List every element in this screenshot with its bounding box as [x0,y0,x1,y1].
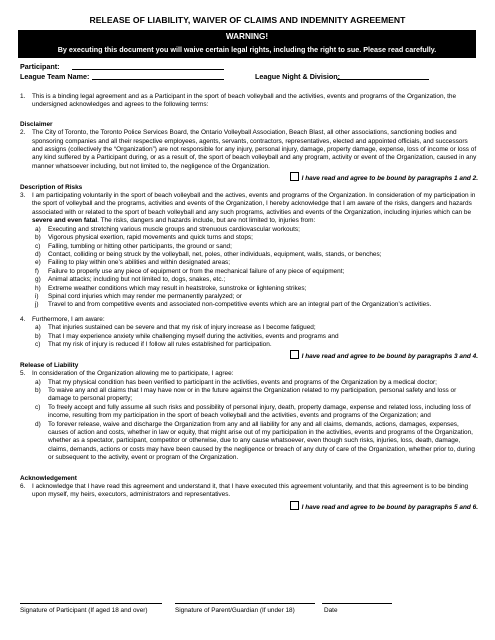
paragraph-text: In consideration of the Organization allowing me to participate, I agree: [32,370,234,378]
item-letter: h) [35,284,41,292]
item-text: Contact, colliding or being struck by the volleyball, net, poles, other individuals, equipment, walls, stands, or benches; [48,250,382,258]
date-label: Date [324,607,338,614]
item-letter: a) [35,225,41,233]
paragraph-number: 3. [20,192,26,200]
item-letter: i) [35,292,39,300]
risks-heading: Description of Risks [20,183,83,191]
warning-heading: WARNING! [225,32,269,41]
paragraph-5 [20,370,478,378]
paragraph-number: 1. [20,93,26,100]
item-text: Failure to properly use any piece of equipment or from the mechanical failure of any piece of equipment; [48,267,345,275]
paragraph-text: This is a binding legal agreement and as a Participant in the sport of beach volleyball and the activities, events and programs of the Organization, the undersigned acknowledges and agrees to the following terms: [32,93,457,109]
item-letter: a) [35,324,41,332]
acknowledge-5-6-checkbox[interactable] [290,501,299,510]
list-item [32,259,478,267]
acknowledgement-heading: Acknowledgement [20,474,77,482]
paragraph-6 [20,483,478,500]
list-item [32,293,478,301]
risk-list [20,226,478,310]
item-letter: b) [35,234,41,242]
item-letter: f) [35,267,39,275]
participant-signature-label: Signature of Participant (If aged 18 and over) [20,607,148,614]
list-item [32,234,478,242]
item-letter: c) [35,403,41,411]
paragraph-text-cont: . The risks, dangers and hazards include, but are not limited to, injuries from: [97,217,316,225]
list-item [32,251,478,259]
item-text: That my physical condition has been verified to participant in the activities, events and programs of the Organization by a medical doctor; [48,378,437,386]
release-list [20,379,478,463]
item-letter: e) [35,259,41,267]
acknowledge-3-4-label: I have read and agree to be bound by paragraphs 3 and 4. [301,353,478,361]
paragraph-number: 6. [20,483,26,491]
list-item [32,226,478,234]
acknowledge-1-2-checkbox[interactable] [290,172,299,181]
item-letter: g) [35,276,41,284]
paragraph-text: The City of Toronto, the Toronto Police Services Board, the Ontario Volleyball Association, Beach Blast, all other associations, sanctioning bodies and sponsoring companies and all their respective employees, agents, servants, contractors, representatives, elected and appointed officials, and successors and assigns (collectively the “Organization”) are not responsible for any injury, personal injury, damage, property damage, expense, loss of income or loss of any kind suffered by a Participant during, or as a result of, the sport of beach volleyball and any program, activity or event of the Organization, caused in any manner whatsoever including, but not limited to, the negligence of the Organization. [32,129,477,170]
item-letter: a) [35,378,41,386]
acknowledge-1-2-label: I have read and agree to be bound by paragraphs 1 and 2. [301,175,478,183]
item-letter: c) [35,340,41,348]
list-item [32,379,478,387]
acknowledge-3-4 [20,350,478,361]
awareness-list [20,324,478,349]
paragraph-2 [20,129,478,171]
date-line[interactable] [322,603,392,604]
item-text: Executing and stretching various muscle groups and strenuous cardiovascular workouts; [48,225,300,233]
item-text: Extreme weather conditions which may result in heatstroke, sunstroke or lightening strikes; [48,284,307,292]
participant-signature-line[interactable] [20,603,162,604]
item-text: Vigorous physical exertion, rapid movements and quick turns and stops; [48,234,253,242]
paragraph-text: Furthermore, I am aware: [32,315,105,323]
item-text: Falling, tumbling or hitting other participants, the ground or sand; [48,242,232,250]
paragraph-text: I acknowledge that I have read this agreement and understand it, that I have executed this agreement voluntarily, and that this agreement is to be binding upon myself, my heirs, executors, administrators and representatives. [32,483,469,499]
list-item [32,341,478,349]
acknowledge-1-2 [20,172,478,183]
warning-banner [18,30,476,58]
paragraph-text: I am participating voluntarily in the sport of beach volleyball and the actives, events and programs of the Organization. In consideration of my participation in the sport of volleyball and the programs, activities and events of the Organization, I hereby acknowledge that I am aware of the risks, dangers and hazards associated with or related to the sport of beach volleyball and any such programs, activities and events of the Organization, including injuries which can be [32,192,476,216]
item-text: Failing to play within one’s abilities and within designated areas; [48,259,231,267]
list-item [32,276,478,284]
item-text: Spinal cord injuries which may render me permanently paralyzed; or [48,292,242,300]
participant-line[interactable] [72,69,224,70]
guardian-signature-label: Signature of Parent/Guardian (If under 18) [175,607,295,614]
list-item [32,285,478,293]
participant-label: Participant: [20,62,60,71]
item-text: That my risk of injury is reduced if I follow all rules established for participation. [48,340,272,348]
item-text: Animal attacks; including but not limited to, dogs, snakes, etc.; [48,276,226,284]
paragraph-emphasis: severe and even fatal [32,217,98,225]
item-text: That I may experience anxiety while challenging myself during the activities, events and programs and [48,332,339,340]
league-team-name-line[interactable] [92,79,224,80]
league-night-division-label: League Night & Division: [255,72,341,81]
guardian-signature-line[interactable] [175,603,315,604]
item-text: To freely accept and fully assume all such risks and possibility of personal injury, death, property damage, expense and related loss, including loss of income, resulting from my participation in the sport of beach volleyball and the activities, events and programs of the Organization; and [48,403,471,420]
item-letter: b) [35,332,41,340]
paragraph-1 [20,93,478,110]
item-letter: d) [35,250,41,258]
list-item [32,387,478,404]
item-letter: d) [35,420,41,428]
league-team-name-label: League Team Name: [20,72,90,81]
list-item [32,324,478,332]
item-letter: c) [35,242,41,250]
item-text: To forever release, waive and discharge the Organization from any and all liability for any and all claims, demands, actions, damages, expenses, causes of action and costs, whether in law or equity, that might arise out of my participation in the activities, events and programs of the Organization, whether as a spectator, participant, competitor or otherwise, due to any cause whatsoever, even though such risks, injuries, loss, death, damage, claims, demands, actions or costs may have been caused by the negligence or breach of any duty of care of the Organization, whether prior to, during or subsequent to the activity, event or program of the Organization. [48,420,475,462]
list-item [32,243,478,251]
release-heading: Release of Liability [20,361,79,369]
list-item [32,268,478,276]
paragraph-number: 4. [20,315,26,323]
list-item [32,301,478,309]
paragraph-number: 2. [20,129,26,137]
acknowledge-5-6-label: I have read and agree to be bound by paragraphs 5 and 6. [301,503,478,511]
list-item [32,404,478,421]
acknowledge-3-4-checkbox[interactable] [290,350,299,359]
paragraph-number: 5. [20,370,26,378]
list-item [32,333,478,341]
agreement-body [20,93,478,512]
item-text: That injuries sustained can be severe and that my risk of injury increase as I become fatigued; [48,324,316,332]
item-letter: j) [35,301,39,309]
list-item [32,421,478,463]
warning-text: By executing this document you will waive certain legal rights, including the right to sue. Please read carefully. [57,45,437,54]
document-title: RELEASE OF LIABILITY, WAIVER OF CLAIMS AND INDEMNITY AGREEMENT [89,15,406,25]
league-night-division-line[interactable] [337,79,429,80]
item-letter: b) [35,387,41,394]
paragraph-4 [20,316,478,324]
acknowledge-5-6 [20,501,478,512]
paragraph-3 [20,192,478,226]
item-text: Travel to and from competitive events and associated non-competitive events which are an integral part of the Organization’s activities. [48,301,432,309]
disclaimer-heading: Disclaimer [20,120,53,128]
item-text: To waive any and all claims that I may have now or in the future against the Organization related to my participation, personal safety and loss or damage to personal property; [48,387,457,403]
